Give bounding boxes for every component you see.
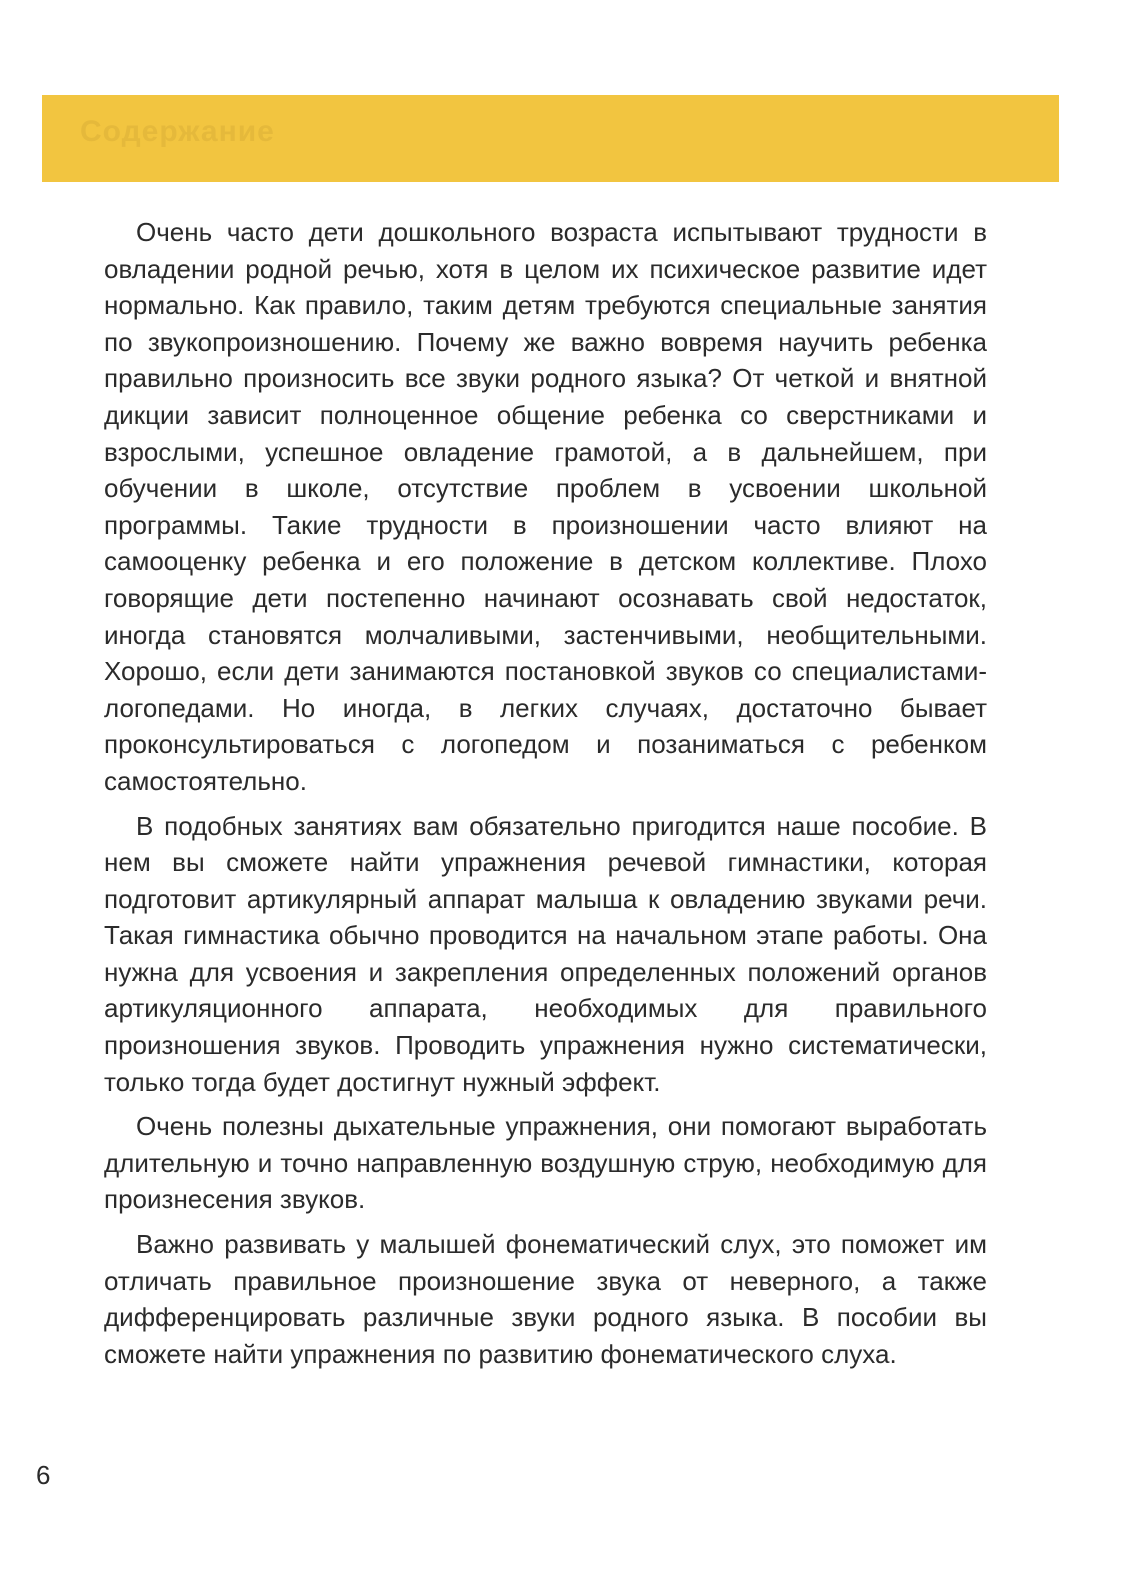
paragraph-1: Очень часто дети дошкольного возраста испытывают трудности в овладении родной речью, хотя в целом их психическое развитие идет нормально. Как правило, таким детям требуются специальные занятия по звукопроизношению. Почему же важно вовремя научить ребенка правильно произносить все звуки родного языка? От четкой и внятной дикции зависит полноценное общение ребенка со сверстниками и взрослыми, успешное овладение грамотой, а в дальнейшем, при обучении в школе, отсутствие проблем в усвоении школьной программы. Такие трудности в произношении часто влияют на самооценку ребенка и его положение в детском коллективе. Плохо говорящие дети постепенно начинают осознавать свой недостаток, иногда становятся молчаливыми, застенчивыми, необщительными. Хорошо, если дети занимаются постановкой звуков со специалистами-логопедами. Но иногда, в легких случаях, достаточно бывает проконсультироваться с логопедом и позаниматься с ребенком самостоятельно. [104,217,987,796]
body-text [104,214,987,1380]
header-ghost-title: Содержание [80,115,275,148]
page-number: 6 [36,1460,51,1490]
paragraph-3: Очень полезны дыхательные упражнения, они помогают выработать длительную и точно направленную воздушную струю, необходимую для произнесения звуков. [104,1111,987,1215]
paragraph-2: В подобных занятиях вам обязательно пригодится наше пособие. В нем вы сможете найти упражнения речевой гимнастики, которая подготовит артикулярный аппарат малыша к овладению звуками речи. Такая гимнастика обычно проводится на начальном этапе работы. Она нужна для усвоения и закрепления определенных положений органов артикуляционного аппарата, необходимых для правильного произношения звуков. Проводить упражнения нужно систематически, только тогда будет достигнут нужный эффект. [104,810,987,1097]
paragraph-4: Важно развивать у малышей фонематический слух, это поможет им отличать правильное произношение звука от неверного, а также дифференцировать различные звуки родного языка. В пособии вы сможете найти упражнения по развитию фонематического слуха. [104,1229,987,1369]
